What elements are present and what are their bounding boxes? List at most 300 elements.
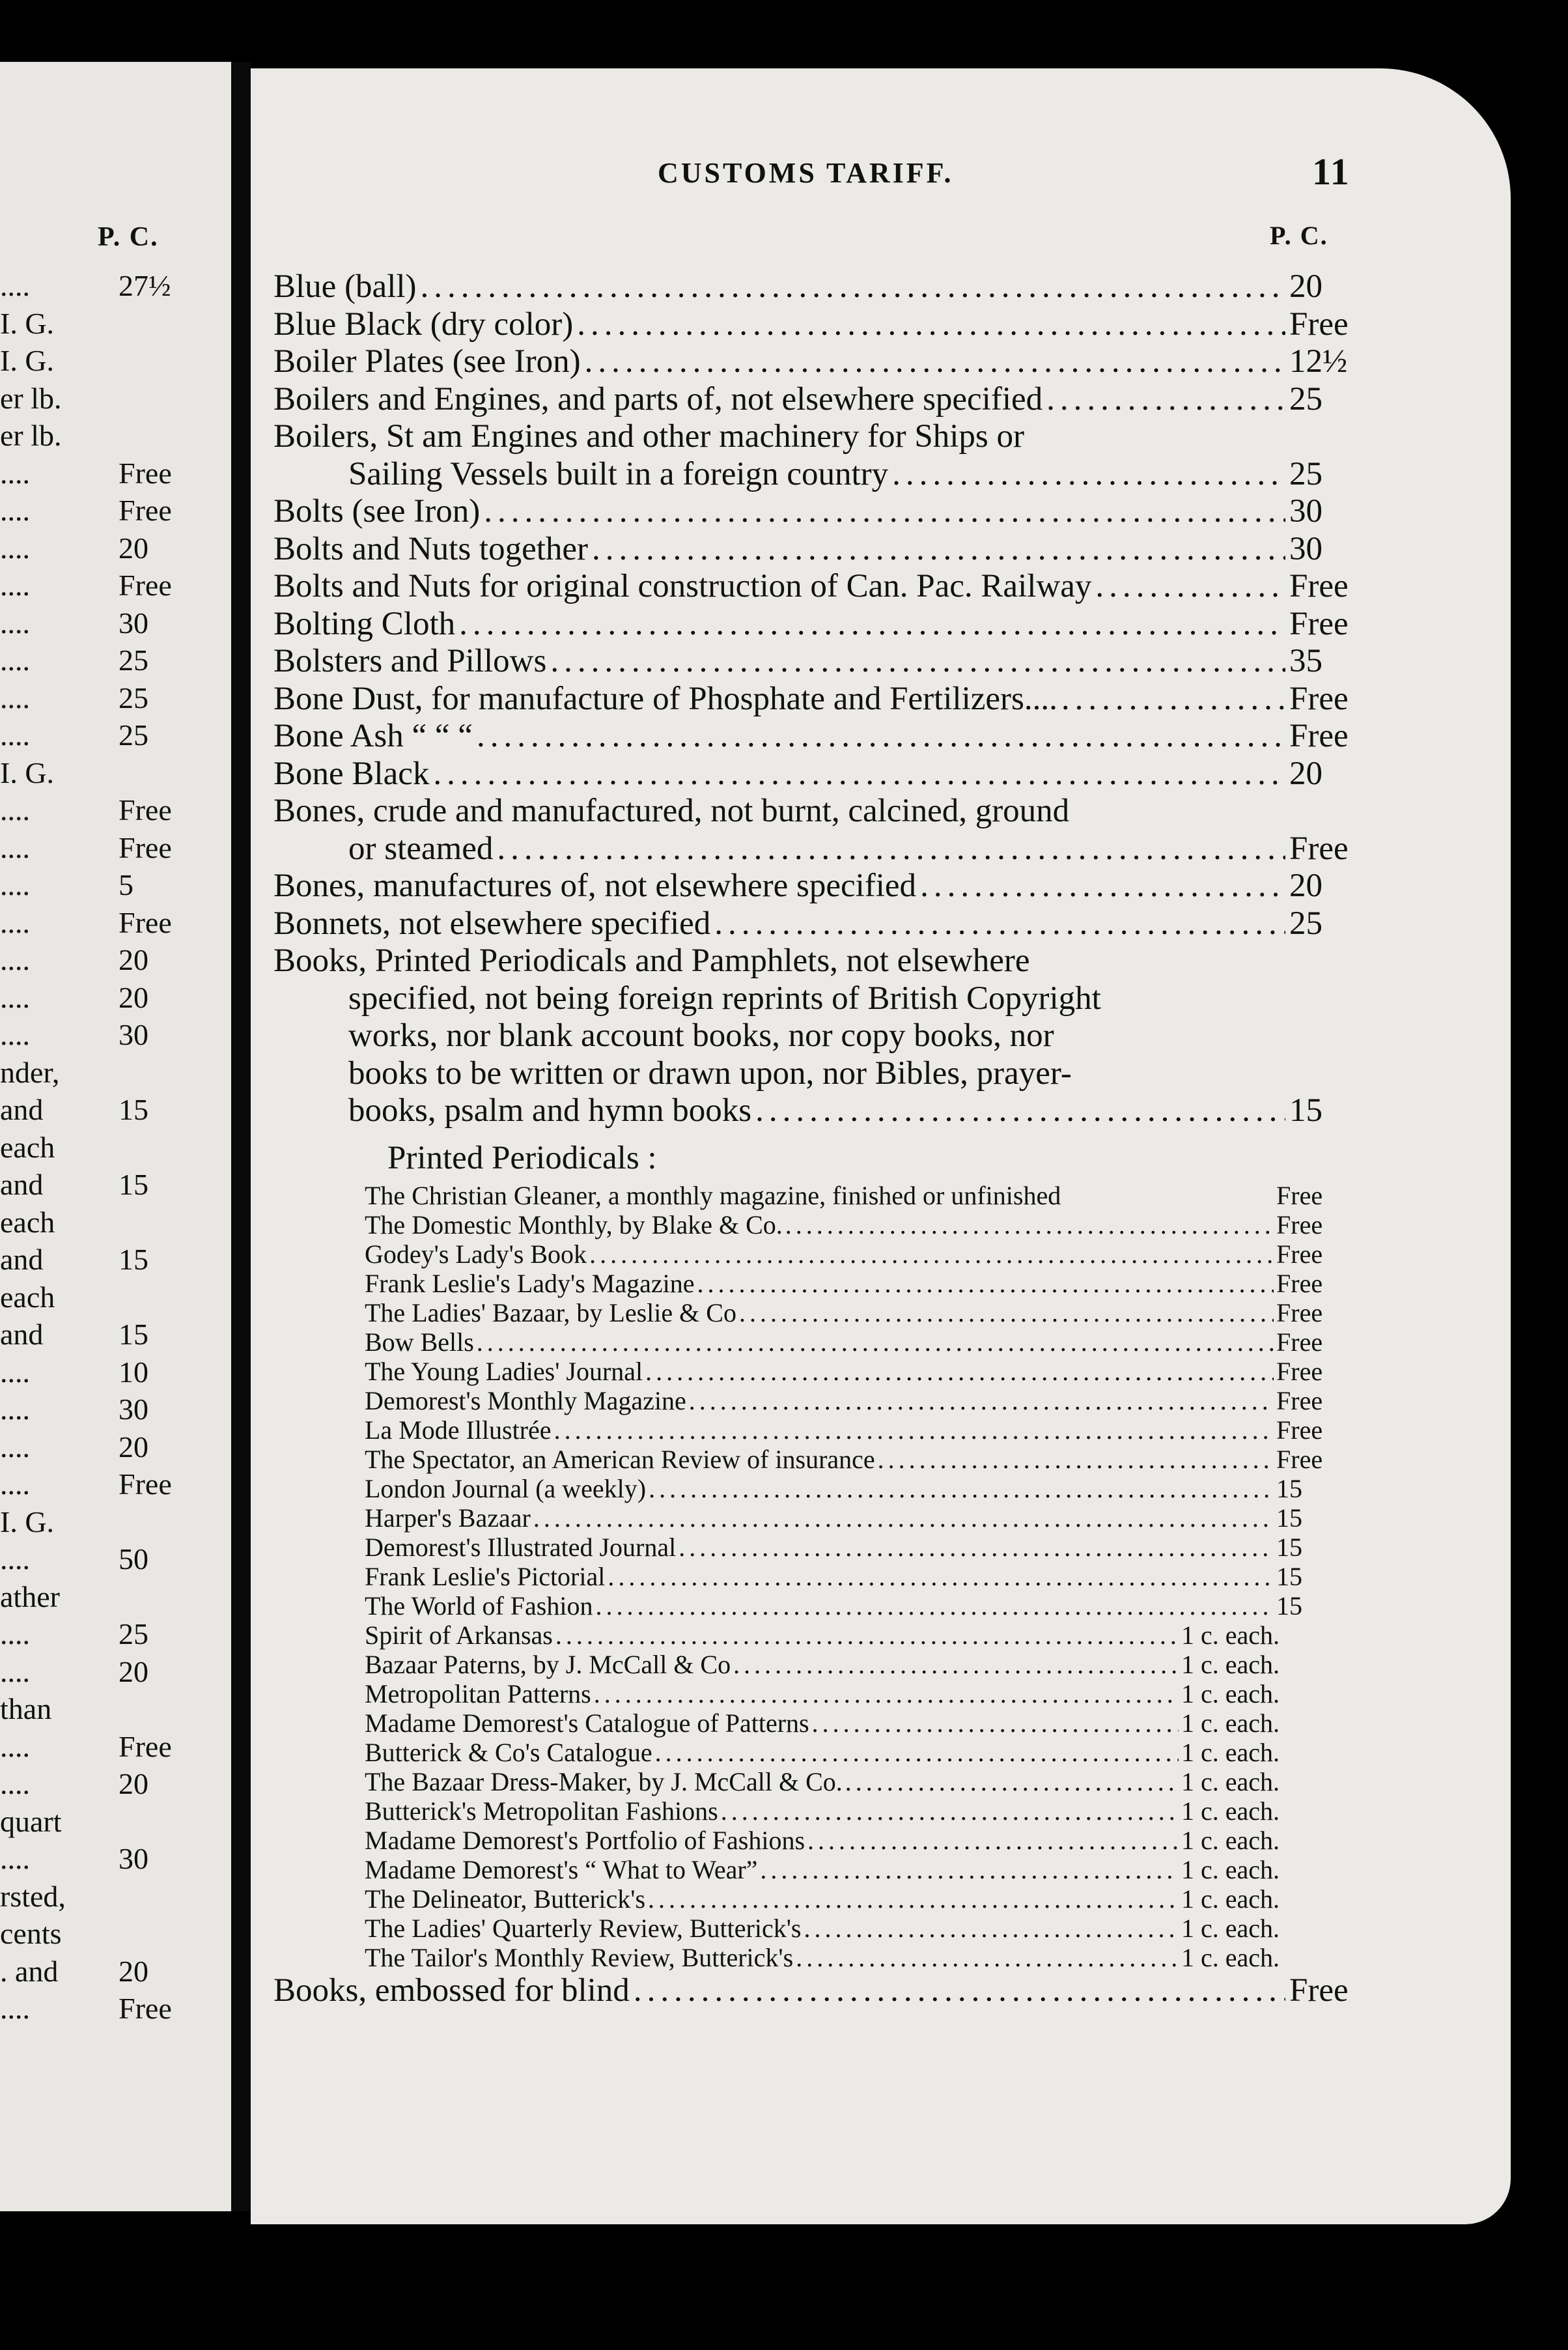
left-row-text: .... <box>0 1018 30 1051</box>
pattern-row <box>273 1943 1371 1972</box>
page-number: 11 <box>1312 150 1351 193</box>
leader-dots <box>804 1914 1179 1943</box>
pattern-title: Metropolitan Patterns <box>365 1678 591 1708</box>
left-row-value: 15 <box>119 1093 148 1126</box>
left-column-header: P. C. <box>98 222 159 252</box>
tariff-entry <box>273 531 1371 569</box>
entry-line: books, psalm and hymn books <box>348 1092 752 1129</box>
left-page-row <box>0 716 231 754</box>
entry-line: Books, Printed Periodicals and Pamphlets, not elsewhere <box>273 942 1030 979</box>
leader-dots <box>785 1210 1274 1239</box>
left-page-row <box>0 380 231 418</box>
periodical-row <box>273 1239 1371 1269</box>
left-page-row <box>0 1953 231 1990</box>
left-page-row <box>0 1204 231 1241</box>
left-page-row <box>0 1428 231 1466</box>
leader-dots <box>697 1269 1274 1298</box>
leader-dots <box>714 905 1285 943</box>
left-row-text: .... <box>0 980 30 1014</box>
pattern-title: Madame Demorest's Catalogue of Patterns <box>365 1708 809 1738</box>
tariff-entry <box>273 606 1371 644</box>
left-row-value: 30 <box>119 1393 148 1426</box>
tariff-entry <box>273 681 1371 718</box>
left-row-value: Free <box>119 569 172 602</box>
entry-value: 20 <box>1289 755 1323 792</box>
left-row-text: .... <box>0 943 30 976</box>
left-page-row <box>0 1803 231 1841</box>
periodical-title: Demorest's Monthly Magazine <box>365 1385 686 1415</box>
pattern-value: 1 c. each. <box>1181 1649 1280 1679</box>
left-page-row <box>0 941 231 979</box>
left-page-row <box>0 979 231 1017</box>
left-row-value: 5 <box>119 868 133 901</box>
leader-dots <box>577 306 1285 344</box>
pattern-value: 1 c. each. <box>1181 1825 1280 1855</box>
periodical-value: 15 <box>1276 1473 1302 1503</box>
left-page-row <box>0 417 231 455</box>
periodical-title: The Ladies' Bazaar, by Leslie & Co <box>365 1297 736 1327</box>
tariff-entry <box>273 905 1371 943</box>
leader-dots <box>595 1591 1274 1621</box>
left-row-value: Free <box>119 830 172 864</box>
left-row-value: 15 <box>119 1243 148 1276</box>
pattern-value: 1 c. each. <box>1181 1708 1280 1738</box>
left-row-value: 20 <box>119 980 148 1014</box>
left-page-row <box>0 492 231 530</box>
left-row-value: 20 <box>119 531 148 565</box>
entry-label: Bone Ash “ “ “ <box>273 718 473 754</box>
left-page-row <box>0 1279 231 1316</box>
left-row-value: 20 <box>119 1767 148 1800</box>
periodical-row <box>273 1415 1371 1445</box>
pattern-value: 1 c. each. <box>1181 1913 1280 1943</box>
leader-dots <box>892 456 1285 494</box>
left-page-row <box>0 1016 231 1054</box>
pattern-title: Madame Demorest's Portfolio of Fashions <box>365 1825 805 1855</box>
column-header: P. C. <box>1270 221 1328 250</box>
left-row-value: 25 <box>119 644 148 677</box>
left-page-row <box>0 455 231 492</box>
leader-dots <box>1061 681 1285 718</box>
pattern-row <box>273 1621 1371 1650</box>
left-row-text: I. G. <box>0 1505 55 1538</box>
entry-line: books to be written or drawn upon, nor Bibles, prayer- <box>348 1055 1072 1092</box>
entry-value: 15 <box>1289 1092 1323 1129</box>
periodical-row <box>273 1327 1371 1357</box>
leader-dots <box>1046 381 1285 419</box>
left-row-value: Free <box>119 1992 172 2025</box>
left-page-row <box>0 1915 231 1953</box>
tariff-entry <box>273 718 1371 756</box>
leader-dots <box>459 606 1285 644</box>
left-row-text: .... <box>0 1729 30 1763</box>
left-row-text: .... <box>0 1842 30 1875</box>
leader-dots <box>550 643 1285 681</box>
left-row-value: 15 <box>119 1318 148 1351</box>
leader-dots <box>733 1650 1179 1679</box>
left-row-text: each <box>0 1130 55 1164</box>
entry-value: 25 <box>1289 380 1323 418</box>
pattern-row <box>273 1914 1371 1943</box>
tariff-entry <box>273 643 1371 681</box>
periodical-title: La Mode Illustrée <box>365 1415 552 1445</box>
entry-label: Bolts and Nuts for original construction of Can. Pac. Railway <box>273 568 1092 604</box>
pattern-row <box>273 1826 1371 1855</box>
entry-line: Boilers, St am Engines and other machinery for Ships or <box>273 418 1024 455</box>
entry-line: Bones, crude and manufactured, not burnt, calcined, ground <box>273 793 1070 829</box>
entry-label: Blue Black (dry color) <box>273 305 574 343</box>
leader-dots <box>689 1386 1274 1415</box>
entry-value: 30 <box>1289 493 1323 530</box>
entry-label: Bolsters and Pillows <box>273 643 547 679</box>
periodical-title: The Christian Gleaner, a monthly magazine, finished or unfinished <box>365 1180 1061 1210</box>
periodical-title: The Domestic Monthly, by Blake & Co. <box>365 1210 783 1239</box>
left-row-text: .... <box>0 1467 30 1501</box>
entry-label: Bolts and Nuts together <box>273 530 589 567</box>
entry-label: Bolts (see Iron) <box>273 493 481 530</box>
left-row-value: Free <box>119 456 172 490</box>
left-page-row <box>0 342 231 380</box>
pattern-value: 1 c. each. <box>1181 1737 1280 1767</box>
left-row-text: .... <box>0 1767 30 1800</box>
pattern-title: Butterick's Metropolitan Fashions <box>365 1796 718 1826</box>
left-page-row <box>0 1840 231 1878</box>
pattern-value: 1 c. each. <box>1181 1884 1280 1914</box>
left-page-row <box>0 1353 231 1391</box>
periodical-value: Free <box>1276 1415 1323 1445</box>
periodical-row <box>273 1474 1371 1503</box>
leader-dots <box>755 1092 1285 1130</box>
entry-label: Books, embossed for blind <box>273 1972 630 2009</box>
periodical-row <box>273 1357 1371 1386</box>
pattern-value: 1 c. each. <box>1181 1854 1280 1884</box>
leader-dots <box>477 1327 1274 1357</box>
leader-dots <box>484 493 1285 531</box>
left-row-text: .... <box>0 269 30 302</box>
pattern-row <box>273 1767 1371 1796</box>
entry-value: 12½ <box>1289 343 1348 380</box>
left-row-text: .... <box>0 1430 30 1464</box>
leader-dots <box>1095 568 1285 606</box>
left-row-value: 15 <box>119 1168 148 1201</box>
left-row-text: .... <box>0 681 30 715</box>
left-row-value: 30 <box>119 606 148 640</box>
leader-dots <box>497 830 1285 868</box>
leader-dots <box>589 1239 1274 1269</box>
leader-dots <box>433 756 1285 793</box>
left-row-text: cents <box>0 1917 62 1950</box>
left-row-text: . and <box>0 1954 59 1988</box>
left-page-row <box>0 1465 231 1503</box>
periodical-title: Godey's Lady's Book <box>365 1239 587 1269</box>
left-page-row <box>0 1690 231 1728</box>
left-row-text: .... <box>0 1992 30 2025</box>
periodical-row <box>273 1210 1371 1239</box>
pattern-row <box>273 1884 1371 1914</box>
left-row-text: rsted, <box>0 1879 66 1913</box>
left-page-row <box>0 1540 231 1578</box>
entry-line: Sailing Vessels built in a foreign country <box>348 455 889 492</box>
pattern-title: Spirit of Arkansas <box>365 1620 553 1650</box>
left-row-text: ather <box>0 1579 60 1613</box>
left-row-text: I. G. <box>0 756 55 789</box>
left-row-value: Free <box>119 793 172 827</box>
left-page-list <box>0 267 231 2028</box>
left-page-row <box>0 1765 231 1803</box>
leader-dots <box>920 868 1285 905</box>
periodical-value: 15 <box>1276 1591 1302 1621</box>
periodical-value: Free <box>1276 1239 1323 1269</box>
left-row-text: than <box>0 1692 52 1725</box>
page-gutter <box>231 62 251 2211</box>
pattern-value: 1 c. each. <box>1181 1942 1280 1972</box>
entry-label: Bone Dust, for manufacture of Phosphate and Fertilizers.... <box>273 680 1057 717</box>
left-page-row <box>0 1054 231 1092</box>
pattern-title: Butterick & Co's Catalogue <box>365 1737 652 1767</box>
periodical-value: Free <box>1276 1180 1323 1210</box>
left-page-row <box>0 904 231 942</box>
pattern-title: The Delineator, Butterick's <box>365 1884 646 1914</box>
left-row-text: .... <box>0 569 30 602</box>
left-row-value: 25 <box>119 681 148 715</box>
left-row-value: 27½ <box>119 269 171 302</box>
left-row-text: and <box>0 1168 44 1201</box>
left-row-value: 20 <box>119 1954 148 1988</box>
left-row-text: each <box>0 1205 55 1239</box>
tariff-entry <box>273 268 1371 306</box>
left-page-row <box>0 1391 231 1428</box>
pattern-row <box>273 1796 1371 1826</box>
periodical-title: Bow Bells <box>365 1327 474 1357</box>
entry-value: Free <box>1289 830 1349 867</box>
tariff-entry <box>273 568 1371 606</box>
left-row-text: .... <box>0 830 30 864</box>
left-row-value: Free <box>119 905 172 939</box>
left-row-value: 20 <box>119 943 148 976</box>
tariff-entry <box>273 381 1371 419</box>
leader-dots <box>585 343 1285 381</box>
left-row-text: I. G. <box>0 306 55 340</box>
leader-dots <box>421 268 1285 306</box>
pattern-row <box>273 1855 1371 1884</box>
left-row-text: .... <box>0 793 30 827</box>
left-row-text: er lb. <box>0 419 62 452</box>
left-page-row <box>0 829 231 867</box>
left-page-row <box>0 1653 231 1691</box>
periodicals-heading: Printed Periodicals : <box>387 1139 657 1176</box>
left-row-text: .... <box>0 1654 30 1688</box>
periodical-value: 15 <box>1276 1561 1302 1591</box>
left-row-text: .... <box>0 644 30 677</box>
left-row-value: 25 <box>119 718 148 752</box>
pattern-title: The Bazaar Dress-Maker, by J. McCall & Co. <box>365 1766 843 1796</box>
left-row-text: each <box>0 1280 55 1314</box>
entry-label: Blue (ball) <box>273 268 417 305</box>
periodical-row <box>273 1269 1371 1298</box>
left-row-text: and <box>0 1243 44 1276</box>
left-row-text: .... <box>0 1393 30 1426</box>
pattern-value: 1 c. each. <box>1181 1766 1280 1796</box>
left-row-text: and <box>0 1318 44 1351</box>
pattern-row <box>273 1738 1371 1767</box>
periodical-row <box>273 1533 1371 1562</box>
left-row-value: 20 <box>119 1430 148 1464</box>
leader-dots <box>679 1533 1274 1562</box>
tariff-list <box>273 268 1371 2009</box>
leader-dots <box>812 1708 1179 1738</box>
entry-label: Bonnets, not elsewhere specified <box>273 905 711 942</box>
leader-dots <box>845 1767 1179 1796</box>
leader-dots <box>477 718 1285 756</box>
pattern-value: 1 c. each. <box>1181 1678 1280 1708</box>
periodical-value: Free <box>1276 1356 1323 1386</box>
periodical-row <box>273 1503 1371 1533</box>
left-page-row <box>0 754 231 792</box>
leader-dots <box>645 1357 1274 1386</box>
entry-label: Boilers and Engines, and parts of, not elsewhere specified <box>273 380 1043 418</box>
periodical-row <box>273 1386 1371 1415</box>
left-page-row <box>0 604 231 642</box>
left-page-row <box>0 642 231 679</box>
leader-dots <box>739 1298 1274 1327</box>
left-row-text: .... <box>0 606 30 640</box>
entry-label: Bone Black <box>273 755 430 792</box>
left-row-value: Free <box>119 1467 172 1501</box>
left-row-text: .... <box>0 718 30 752</box>
left-page-row <box>0 267 231 305</box>
left-page-row <box>0 1615 231 1653</box>
periodical-title: Demorest's Illustrated Journal <box>365 1532 677 1562</box>
entry-value: Free <box>1289 568 1349 604</box>
pattern-row <box>273 1650 1371 1679</box>
tariff-entry-bones <box>273 793 1371 868</box>
left-page-row <box>0 1166 231 1204</box>
periodical-value: Free <box>1276 1210 1323 1239</box>
periodical-title: London Journal (a weekly) <box>365 1473 647 1503</box>
entry-value: 30 <box>1289 530 1323 567</box>
tariff-entry <box>273 756 1371 793</box>
periodical-value: Free <box>1276 1327 1323 1357</box>
left-row-text: .... <box>0 494 30 527</box>
periodical-title: The Young Ladies' Journal <box>365 1356 643 1386</box>
left-row-text: .... <box>0 1617 30 1650</box>
periodical-row <box>273 1591 1371 1621</box>
left-page-row <box>0 1091 231 1129</box>
tariff-entry <box>273 306 1371 344</box>
leader-dots <box>533 1503 1274 1533</box>
periodical-value: Free <box>1276 1385 1323 1415</box>
left-row-text: .... <box>0 1542 30 1576</box>
leader-dots <box>594 1679 1179 1708</box>
left-page-row <box>0 1878 231 1916</box>
periodical-value: Free <box>1276 1444 1323 1474</box>
left-row-text: quart <box>0 1804 62 1838</box>
left-page-row <box>0 791 231 829</box>
periodical-title: Frank Leslie's Lady's Magazine <box>365 1268 695 1298</box>
entry-line: specified, not being foreign reprints of British Copyright <box>348 980 1101 1017</box>
left-row-value: 20 <box>119 1654 148 1688</box>
tariff-entry <box>273 343 1371 381</box>
left-page-row <box>0 1316 231 1353</box>
entry-line: or steamed <box>348 830 494 867</box>
leader-dots <box>648 1884 1179 1914</box>
left-page-row <box>0 1728 231 1766</box>
leader-dots <box>634 1972 1285 2010</box>
periodical-row <box>273 1181 1371 1210</box>
entry-value: Free <box>1289 605 1349 642</box>
periodical-row <box>273 1562 1371 1591</box>
entry-value: Free <box>1289 718 1349 754</box>
entry-value: Free <box>1289 1972 1349 2009</box>
left-page-row <box>0 567 231 604</box>
left-row-value: 50 <box>119 1542 148 1576</box>
periodical-row <box>273 1445 1371 1474</box>
leader-dots <box>760 1855 1179 1884</box>
left-row-text: er lb. <box>0 381 62 415</box>
leader-dots <box>592 531 1285 569</box>
pattern-title: The Ladies' Quarterly Review, Butterick's <box>365 1913 802 1943</box>
left-row-value: 10 <box>119 1355 148 1389</box>
left-row-value: 30 <box>119 1842 148 1875</box>
periodical-title: Frank Leslie's Pictorial <box>365 1561 606 1591</box>
periodical-value: Free <box>1276 1268 1323 1298</box>
entry-value: 25 <box>1289 455 1323 492</box>
left-row-value: Free <box>119 1729 172 1763</box>
leader-dots <box>721 1796 1179 1826</box>
periodical-row <box>273 1298 1371 1327</box>
page-title: CUSTOMS TARIFF. <box>658 157 954 189</box>
left-row-text: .... <box>0 456 30 490</box>
periodical-value: Free <box>1276 1297 1323 1327</box>
left-page-row <box>0 1990 231 2028</box>
left-row-value: 30 <box>119 1018 148 1051</box>
pattern-title: Madame Demorest's “ What to Wear” <box>365 1854 758 1884</box>
tariff-entry-boilers-ships <box>273 418 1371 493</box>
pattern-title: The Tailor's Monthly Review, Butterick's <box>365 1942 794 1972</box>
pattern-row <box>273 1679 1371 1708</box>
left-row-value: Free <box>119 494 172 527</box>
entry-value: 35 <box>1289 643 1323 679</box>
leader-dots <box>807 1826 1179 1855</box>
leader-dots <box>878 1445 1274 1474</box>
left-page-row <box>0 1503 231 1541</box>
entry-label: Boiler Plates (see Iron) <box>273 343 581 380</box>
left-page-row <box>0 679 231 717</box>
entry-value: Free <box>1289 305 1349 343</box>
periodical-value: 15 <box>1276 1503 1302 1533</box>
left-row-text: nder, <box>0 1055 60 1089</box>
entry-label: Bones, manufactures of, not elsewhere specified <box>273 868 917 904</box>
left-page-row <box>0 866 231 904</box>
entry-value: 25 <box>1289 905 1323 942</box>
periodical-title: The World of Fashion <box>365 1591 593 1621</box>
left-page-row <box>0 1241 231 1279</box>
tariff-entry <box>273 493 1371 531</box>
pattern-value: 1 c. each. <box>1181 1796 1280 1826</box>
periodical-title: Harper's Bazaar <box>365 1503 531 1533</box>
leader-dots <box>555 1621 1179 1650</box>
leader-dots <box>608 1562 1274 1591</box>
entry-value: 20 <box>1289 868 1323 904</box>
entry-line: works, nor blank account books, nor copy books, nor <box>348 1017 1054 1054</box>
tariff-entry <box>273 868 1371 905</box>
entry-value: Free <box>1289 680 1349 717</box>
pattern-value: 1 c. each. <box>1181 1620 1280 1650</box>
left-row-text: .... <box>0 531 30 565</box>
pattern-title: Bazaar Paterns, by J. McCall & Co <box>365 1649 731 1679</box>
left-row-text: and <box>0 1093 44 1126</box>
entry-label: Bolting Cloth <box>273 605 456 642</box>
